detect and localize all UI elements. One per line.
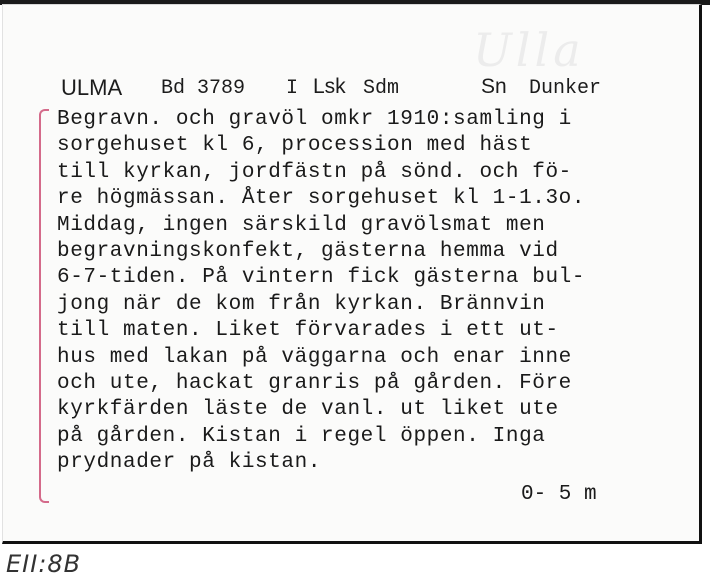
card-body xyxy=(57,107,667,476)
roman-numeral: I xyxy=(286,77,299,100)
body-line: till kyrkan, jordfästn på sönd. och fö- xyxy=(57,160,572,184)
body-line: Middag, ingen särskild gravölsmat men xyxy=(57,213,546,237)
parish-name: Dunker xyxy=(529,77,602,100)
body-line: till maten. Liket förvarades i ett ut- xyxy=(57,319,559,343)
body-line: 6-7-tiden. På vintern fick gästerna bul- xyxy=(57,266,586,290)
parish-code: ULMA xyxy=(61,75,123,100)
body-line: prydnader på kistan. xyxy=(57,451,322,475)
index-card xyxy=(2,4,702,544)
footer-reference: 0- 5 m xyxy=(521,483,597,506)
body-line: sorgehuset kl 6, procession med häst xyxy=(57,134,533,158)
county-label: Lsk xyxy=(313,75,346,98)
body-line: kyrkfärden läste de vanl. ut liket ute xyxy=(57,398,559,422)
province-label: Sdm xyxy=(363,77,400,100)
body-line: jong när de kom från kyrkan. Brännvin xyxy=(57,292,546,316)
card-header xyxy=(3,75,703,105)
bleed-through-text: Ulla xyxy=(473,23,585,77)
archive-mark: EII:8B xyxy=(6,550,82,578)
sn-label: Sn xyxy=(481,75,507,98)
body-line: på gården. Kistan i regel öppen. Inga xyxy=(57,424,546,448)
body-line: begravningskonfekt, gästerna hemma vid xyxy=(57,239,559,263)
body-line: re högmässan. Åter sorgehuset kl 1-1.3o. xyxy=(57,187,586,211)
body-line: och ute, hackat granris på gården. Före xyxy=(57,371,572,395)
margin-bracket xyxy=(39,109,49,503)
body-line: hus med lakan på väggarna och enar inne xyxy=(57,345,572,369)
body-line: Begravn. och gravöl omkr 1910:samling i xyxy=(57,108,572,131)
volume-number: Bd 3789 xyxy=(161,77,246,100)
